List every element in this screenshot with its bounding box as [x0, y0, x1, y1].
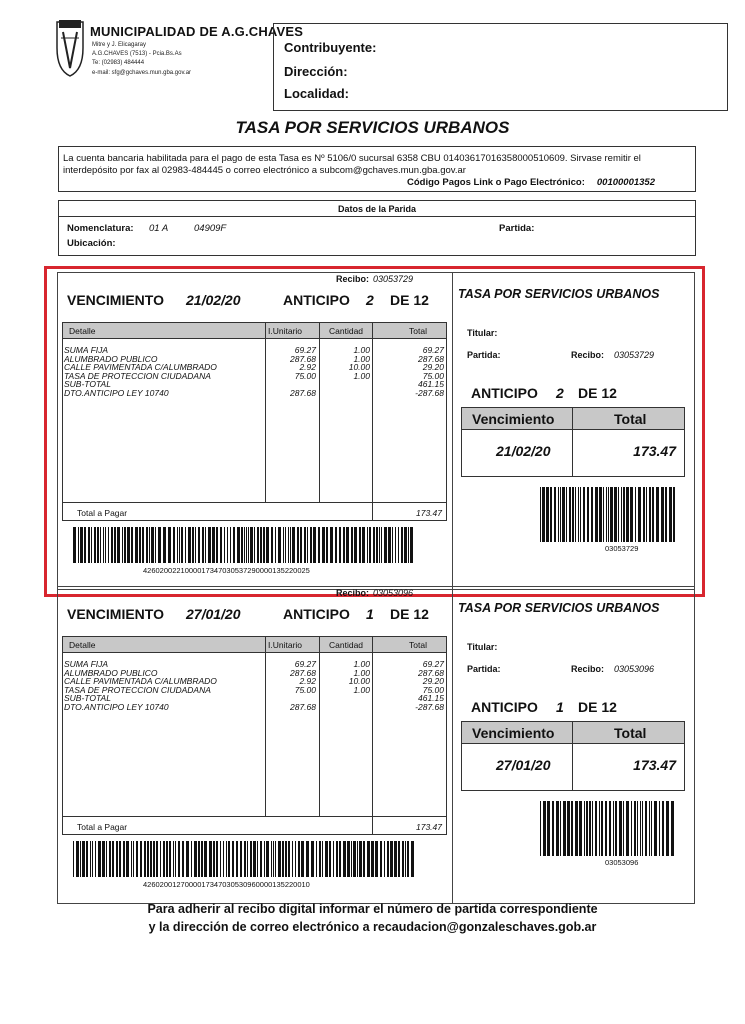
- payment-barcode: [73, 841, 417, 877]
- row-total: 287.68: [418, 353, 444, 364]
- total-amount: 173.47: [416, 822, 442, 832]
- due-total-box: [461, 721, 685, 791]
- footer-line-1: Para adherir al recibo digital informar el número de partida correspondiente: [147, 902, 598, 916]
- col-detalle: Detalle: [69, 326, 96, 336]
- contributor-box: [273, 23, 728, 111]
- document-title: TASA POR SERVICIOS URBANOS: [235, 118, 510, 137]
- row-total: 461.15: [418, 379, 444, 389]
- row-cantidad: 10.00: [348, 362, 370, 372]
- stub-title: TASA POR SERVICIOS URBANOS: [458, 287, 660, 301]
- bank-info-box: [58, 146, 696, 192]
- municipal-crest-logo: [55, 18, 85, 78]
- row-total: 461.15: [418, 693, 444, 703]
- anticipo-of-total: DE 12: [390, 292, 429, 308]
- row-unitario: 75.00: [294, 684, 316, 695]
- stub-total-amount: 173.47: [633, 757, 676, 773]
- footer-line-2: y la dirección de correo electrónico a recaudacion@gonzaleschaves.gob.ar: [148, 920, 597, 934]
- row-detalle: TASA DE PROTECCION CIUDADANA: [64, 684, 211, 695]
- row-detalle: CALLE PAVIMENTADA C/ALUMBRADO: [64, 676, 217, 686]
- nomenclatura-label: Nomenclatura:: [67, 223, 134, 234]
- stub-anticipo-label: ANTICIPO: [471, 385, 538, 401]
- row-detalle: SUB-TOTAL: [64, 379, 111, 389]
- due-total-divider: [572, 408, 573, 476]
- stub-anticipo-label: ANTICIPO: [471, 699, 538, 715]
- localidad-label: Localidad:: [284, 86, 350, 101]
- row-detalle: SUMA FIJA: [64, 659, 109, 669]
- parcel-data-box: [58, 200, 696, 256]
- vencimiento-heading: Vencimiento: [472, 411, 555, 427]
- row-cantidad: 1.00: [353, 353, 370, 364]
- nomenclatura-value-b: 04909F: [194, 223, 227, 234]
- stub-partida-label: Partida:: [467, 664, 501, 674]
- total-row: [63, 816, 446, 834]
- row-cantidad: 1.00: [353, 345, 370, 355]
- row-unitario: 75.00: [294, 370, 316, 381]
- stub-due-date: 27/01/20: [496, 757, 551, 773]
- recibo-label: Recibo:: [336, 274, 370, 284]
- stub-anticipo-number: 1: [556, 699, 564, 715]
- row-unitario: 287.68: [290, 667, 316, 678]
- row-cantidad: 1.00: [353, 659, 370, 669]
- payment-code-value: 00100001352: [596, 177, 655, 188]
- stub-title: TASA POR SERVICIOS URBANOS: [458, 601, 660, 615]
- row-detalle: ALUMBRADO PUBLICO: [64, 353, 158, 364]
- row-detalle: DTO.ANTICIPO LEY 10740: [64, 387, 169, 398]
- col-divider: [265, 637, 266, 816]
- stub-barcode: [540, 487, 677, 542]
- row-total: 69.27: [422, 659, 444, 669]
- due-total-divider: [572, 722, 573, 790]
- col-unitario: I.Unitario: [268, 326, 303, 336]
- stub-recibo-number: 03053096: [614, 664, 655, 674]
- vencimiento-label: VENCIMIENTO: [67, 606, 164, 622]
- due-total-header: [462, 408, 684, 430]
- col-cantidad: Cantidad: [329, 326, 364, 336]
- col-detalle: Detalle: [69, 640, 96, 650]
- row-total: 287.68: [418, 667, 444, 678]
- row-detalle: SUB-TOTAL: [64, 693, 111, 703]
- stub-recibo-number: 03053729: [614, 350, 655, 360]
- anticipo-label: ANTICIPO: [283, 292, 350, 308]
- recibo-label: Recibo:: [336, 588, 370, 598]
- anticipo-number: 1: [366, 606, 374, 622]
- stub-partida-label: Partida:: [467, 350, 501, 360]
- address-line-1: Mitre y J. Elicagaray: [92, 42, 147, 48]
- col-divider: [319, 323, 320, 502]
- row-detalle: ALUMBRADO PUBLICO: [64, 667, 158, 678]
- due-total-header: [462, 722, 684, 744]
- stub-anticipo-number: 2: [556, 385, 564, 401]
- row-cantidad: 1.00: [353, 370, 370, 381]
- row-total: -287.68: [415, 701, 444, 712]
- row-unitario: 69.27: [294, 345, 316, 355]
- row-detalle: SUMA FIJA: [64, 345, 109, 355]
- total-heading: Total: [614, 725, 647, 741]
- phone-line: Te: (02983) 484444: [92, 60, 145, 66]
- row-unitario: 2.92: [299, 362, 316, 372]
- total-row: [63, 502, 446, 520]
- recibo-number: 03053096: [373, 588, 414, 598]
- municipality-name: MUNICIPALIDAD DE A.G.CHAVES: [90, 24, 304, 39]
- vencimiento-heading: Vencimiento: [472, 725, 555, 741]
- barcode-number: 4260200127000017347030530960000135220010: [143, 880, 310, 889]
- stub-recibo-label: Recibo:: [571, 664, 605, 674]
- row-unitario: 287.68: [290, 353, 316, 364]
- col-divider: [372, 323, 373, 520]
- row-total: 75.00: [422, 684, 444, 695]
- stub-barcode: [540, 801, 677, 856]
- row-cantidad: 1.00: [353, 667, 370, 678]
- total-amount: 173.47: [416, 508, 442, 518]
- titular-label: Titular:: [467, 642, 498, 652]
- row-total: 69.27: [422, 345, 444, 355]
- row-total: -287.68: [415, 387, 444, 398]
- charges-table-header: [63, 323, 446, 339]
- charges-table: [62, 636, 447, 835]
- row-detalle: DTO.ANTICIPO LEY 10740: [64, 701, 169, 712]
- total-heading: Total: [614, 411, 647, 427]
- stub-anticipo-of-total: DE 12: [578, 699, 617, 715]
- charges-table-header: [63, 637, 446, 653]
- anticipo-of-total: DE 12: [390, 606, 429, 622]
- barcode-number: 4260200221000017347030537290000135220025: [143, 566, 310, 575]
- col-divider: [372, 637, 373, 834]
- contribuyente-label: Contribuyente:: [284, 40, 377, 55]
- row-unitario: 69.27: [294, 659, 316, 669]
- bank-info-text: La cuenta bancaria habilitada para el pago de esta Tasa es Nº 5106/0 sucursal 6358 CBU 01403617016358000510609. Sirvase remitir el interdepósito por fax al 02983-484445 o correo electrónico a subcom@gchaves.mun.gba.gov.ar: [63, 153, 641, 176]
- row-detalle: TASA DE PROTECCION CIUDADANA: [64, 370, 211, 381]
- row-detalle: CALLE PAVIMENTADA C/ALUMBRADO: [64, 362, 217, 372]
- stub-barcode-number: 03053729: [605, 544, 639, 553]
- vencimiento-date: 27/01/20: [186, 606, 241, 622]
- row-total: 29.20: [422, 362, 444, 372]
- stub-total-amount: 173.47: [633, 443, 676, 459]
- partida-label: Partida:: [499, 223, 535, 234]
- payment-barcode: [73, 527, 417, 563]
- due-total-box: [461, 407, 685, 477]
- payment-code-label: Código Pagos Link o Pago Electrónico:: [407, 177, 585, 188]
- total-label: Total a Pagar: [77, 822, 128, 832]
- col-total: Total: [409, 640, 427, 650]
- payment-code: [407, 177, 655, 189]
- row-total: 75.00: [422, 370, 444, 381]
- vencimiento-date: 21/02/20: [186, 292, 241, 308]
- parcel-data-heading: Datos de la Parida: [59, 201, 695, 217]
- ubicacion-label: Ubicación:: [67, 238, 116, 249]
- vencimiento-label: VENCIMIENTO: [67, 292, 164, 308]
- col-divider: [265, 323, 266, 502]
- col-cantidad: Cantidad: [329, 640, 364, 650]
- row-cantidad: 1.00: [353, 684, 370, 695]
- total-label: Total a Pagar: [77, 508, 128, 518]
- stub-recibo-label: Recibo:: [571, 350, 605, 360]
- email-line: e-mail: sfg@gchaves.mun.gba.gov.ar: [92, 70, 192, 76]
- col-total: Total: [409, 326, 427, 336]
- col-divider: [319, 637, 320, 816]
- stub-barcode-number: 03053096: [605, 858, 639, 867]
- stub-anticipo-of-total: DE 12: [578, 385, 617, 401]
- charges-table: [62, 322, 447, 521]
- row-cantidad: 10.00: [348, 676, 370, 686]
- direccion-label: Dirección:: [284, 64, 348, 79]
- nomenclatura-value-a: 01 A: [149, 223, 169, 234]
- anticipo-number: 2: [366, 292, 374, 308]
- row-total: 29.20: [422, 676, 444, 686]
- recibo-number: 03053729: [373, 274, 414, 284]
- address-line-2: A.G.CHAVES (7513) - Pcia.Bs.As: [92, 51, 182, 57]
- anticipo-label: ANTICIPO: [283, 606, 350, 622]
- row-unitario: 287.68: [290, 701, 316, 712]
- stub-due-date: 21/02/20: [496, 443, 551, 459]
- titular-label: Titular:: [467, 328, 498, 338]
- col-unitario: I.Unitario: [268, 640, 303, 650]
- row-unitario: 287.68: [290, 387, 316, 398]
- row-unitario: 2.92: [299, 676, 316, 686]
